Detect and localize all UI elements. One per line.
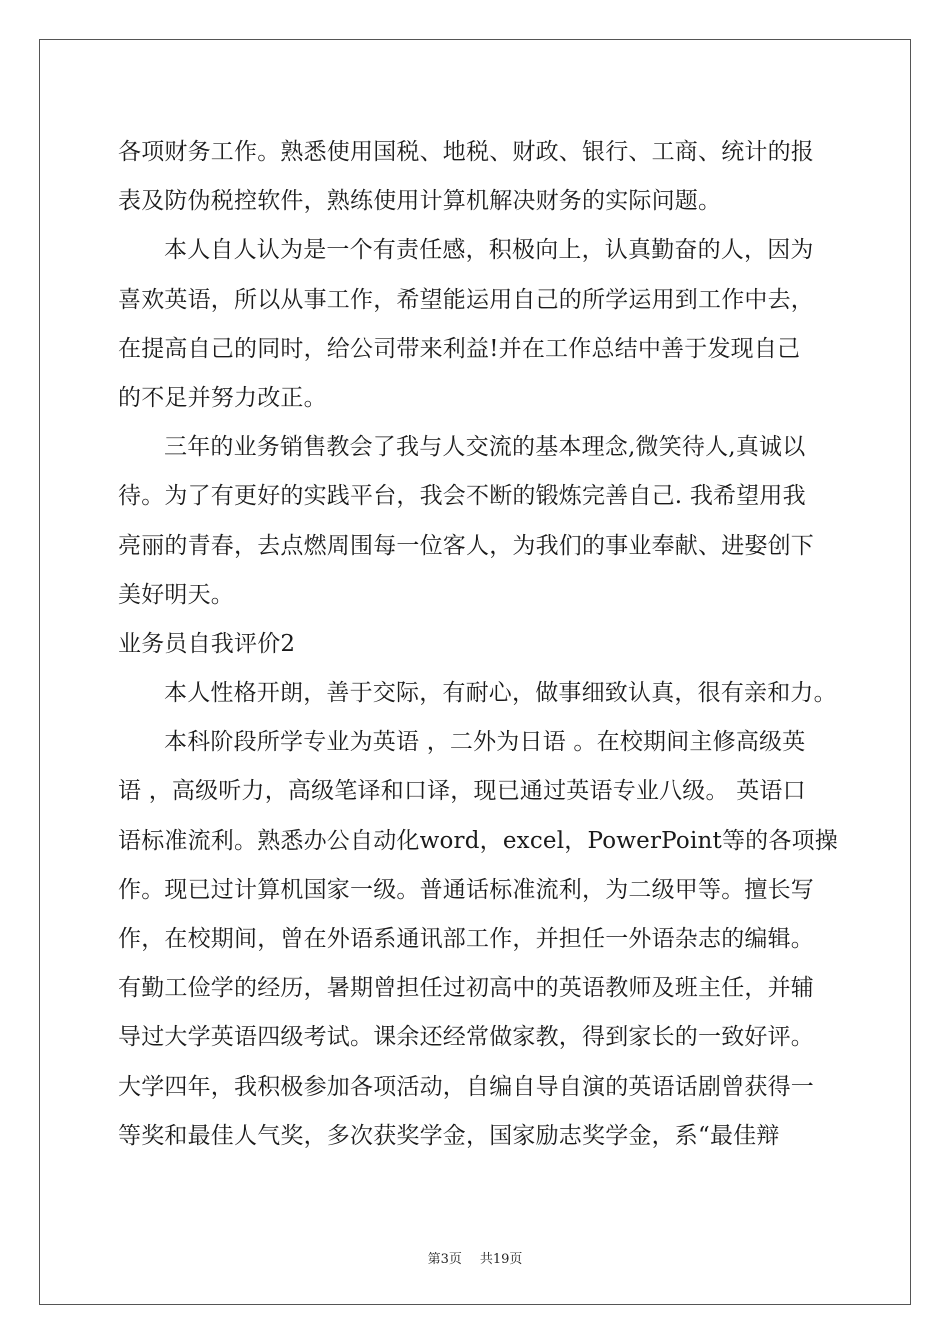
text-line: 有勤工俭学的经历，暑期曾担任过初高中的英语教师及班主任，并辅: [118, 975, 814, 1002]
text-line: 的不足并努力改正。: [118, 384, 327, 411]
text-line: 各项财务工作。熟悉使用国税、地税、财政、银行、工商、统计的报: [118, 139, 814, 165]
text-line: 语 ，高级听力，高级笔译和口译，现已通过英语专业八级。 英语口: [118, 778, 806, 805]
text-line: 本人性格开朗，善于交际，有耐心，做事细致认真，很有亲和力。: [164, 680, 837, 707]
text-line: 本人自人认为是一个有责任感，积极向上，认真勤奋的人，因为: [164, 237, 814, 264]
text-line: 导过大学英语四级考试。课余还经常做家教，得到家长的一致好评。: [118, 1024, 814, 1051]
text-line: 表及防伪税控软件，熟练使用计算机解决财务的实际问题。: [118, 188, 722, 215]
text-line: 三年的业务销售教会了我与人交流的基本理念,微笑待人,真诚以: [164, 434, 806, 461]
text-line: 作。现已过计算机国家一级。普通话标准流利，为二级甲等。擅长写: [118, 876, 814, 903]
text-line: 待。为了有更好的实践平台，我会不断的锻炼完善自己. 我希望用我: [118, 483, 806, 510]
text-line: 亮丽的青春，去点燃周围每一位客人，为我们的事业奉献、进娶创下: [118, 532, 814, 559]
text-line: 作，在校期间，曾在外语系通讯部工作，并担任一外语杂志的编辑。: [118, 926, 814, 952]
text-line: 美好明天。: [118, 581, 234, 608]
section-heading: 业务员自我评价2: [118, 630, 296, 657]
text-line: 在提高自己的同时，给公司带来利益!并在工作总结中善于发现自己: [118, 335, 801, 362]
document-body: [118, 128, 838, 1161]
text-line: 本科阶段所学专业为英语 ，二外为日语 。在校期间主修高级英: [164, 729, 806, 756]
page-footer: [0, 1248, 950, 1267]
current-page-number: 第3页: [427, 1252, 462, 1267]
text-line: 等奖和最佳人气奖，多次获奖学金，国家励志奖学金，系“最佳辩: [118, 1122, 780, 1149]
text-line: 语标准流利。熟悉办公自动化word，excel，PowerPoint等的各项操: [118, 827, 838, 854]
text-line: 喜欢英语，所以从事工作，希望能运用自己的所学运用到工作中去，: [118, 286, 814, 313]
total-pages: 共19页: [479, 1252, 523, 1267]
text-line: 大学四年，我积极参加各项活动，自编自导自演的英语话剧曾获得一: [118, 1073, 814, 1100]
